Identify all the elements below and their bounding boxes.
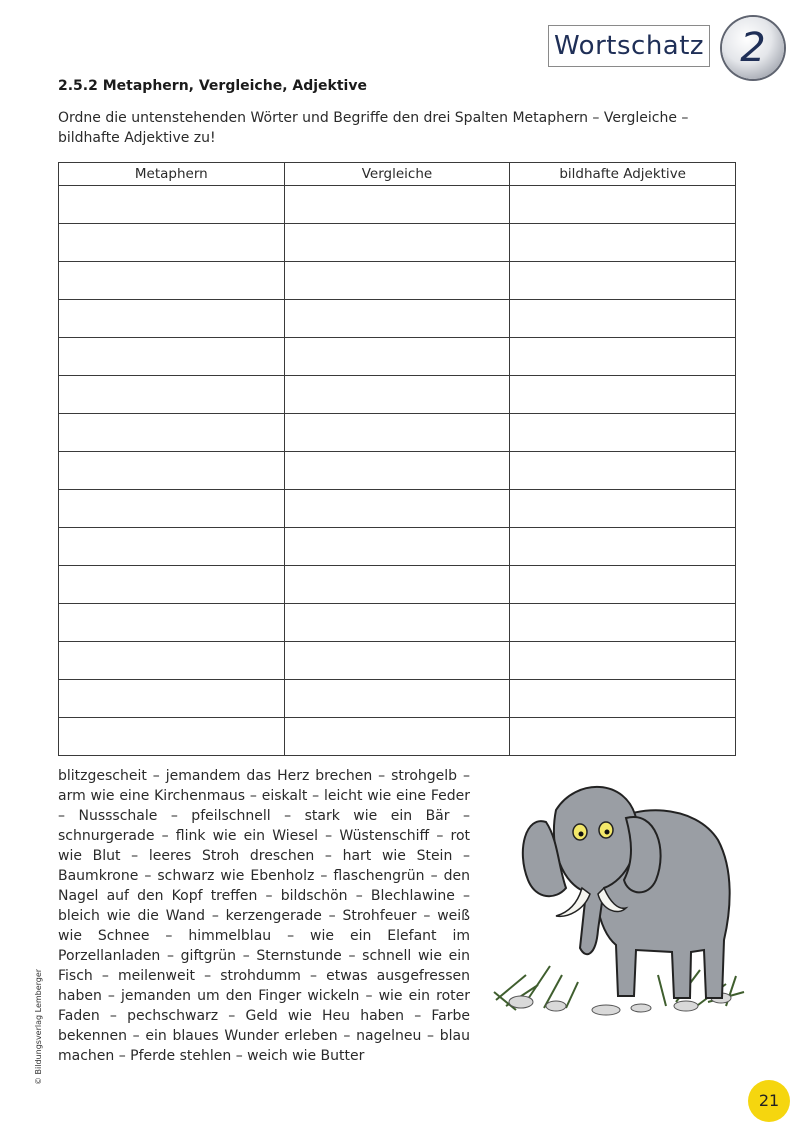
table-row — [59, 528, 736, 566]
chapter-number: 2 — [740, 25, 766, 71]
table-header-row — [59, 163, 736, 186]
answer-cell[interactable] — [284, 718, 510, 756]
answer-cell[interactable] — [510, 604, 736, 642]
answer-cell[interactable] — [510, 300, 736, 338]
answer-cell[interactable] — [59, 262, 285, 300]
answer-cell[interactable] — [510, 376, 736, 414]
answer-cell[interactable] — [510, 186, 736, 224]
column-header-vergleiche: Vergleiche — [284, 163, 510, 186]
answer-cell[interactable] — [284, 452, 510, 490]
answer-cell[interactable] — [510, 452, 736, 490]
answer-cell[interactable] — [510, 642, 736, 680]
header-title: Wortschatz — [554, 31, 705, 61]
answer-cell[interactable] — [284, 566, 510, 604]
elephant-body — [523, 787, 730, 998]
answer-cell[interactable] — [59, 490, 285, 528]
answer-cell[interactable] — [59, 528, 285, 566]
table-row — [59, 718, 736, 756]
answer-cell[interactable] — [510, 528, 736, 566]
elephant-illustration — [486, 770, 752, 1020]
answer-cell[interactable] — [284, 300, 510, 338]
table-row — [59, 566, 736, 604]
answer-cell[interactable] — [284, 262, 510, 300]
answer-cell[interactable] — [59, 414, 285, 452]
table-row — [59, 376, 736, 414]
answer-cell[interactable] — [510, 566, 736, 604]
section-title: 2.5.2 Metaphern, Vergleiche, Adjektive — [58, 78, 367, 94]
page-number: 21 — [758, 1091, 780, 1110]
answer-cell[interactable] — [284, 338, 510, 376]
instructions-text: Ordne die untenstehenden Wörter und Begriffe den drei Spalten Metaphern – Vergleiche – bildhafte Adjektive zu! — [58, 110, 689, 146]
column-header-adjektive: bildhafte Adjektive — [510, 163, 736, 186]
worksheet-table — [58, 162, 736, 756]
answer-cell[interactable] — [59, 186, 285, 224]
answer-cell[interactable] — [284, 224, 510, 262]
answer-cell[interactable] — [284, 376, 510, 414]
answer-cell[interactable] — [59, 376, 285, 414]
table-body — [59, 186, 736, 756]
table-row — [59, 186, 736, 224]
answer-cell[interactable] — [284, 186, 510, 224]
answer-cell[interactable] — [510, 338, 736, 376]
answer-cell[interactable] — [284, 528, 510, 566]
table-row — [59, 414, 736, 452]
answer-cell[interactable] — [59, 566, 285, 604]
table-row — [59, 642, 736, 680]
answer-cell[interactable] — [284, 414, 510, 452]
answer-cell[interactable] — [284, 604, 510, 642]
answer-cell[interactable] — [510, 490, 736, 528]
answer-cell[interactable] — [59, 680, 285, 718]
answer-cell[interactable] — [284, 680, 510, 718]
answer-cell[interactable] — [284, 642, 510, 680]
answer-cell[interactable] — [510, 224, 736, 262]
answer-cell[interactable] — [510, 414, 736, 452]
table-row — [59, 604, 736, 642]
answer-cell[interactable] — [510, 262, 736, 300]
table-row — [59, 680, 736, 718]
table-row — [59, 224, 736, 262]
answer-cell[interactable] — [59, 604, 285, 642]
copyright-note: © Bildungsverlag Lemberger — [34, 968, 43, 1085]
answer-cell[interactable] — [510, 718, 736, 756]
column-header-metaphern: Metaphern — [59, 163, 285, 186]
answer-cell[interactable] — [59, 338, 285, 376]
answer-cell[interactable] — [59, 452, 285, 490]
answer-cell[interactable] — [510, 680, 736, 718]
table-row — [59, 452, 736, 490]
table-row — [59, 338, 736, 376]
answer-cell[interactable] — [59, 642, 285, 680]
table-row — [59, 300, 736, 338]
answer-cell[interactable] — [59, 224, 285, 262]
answer-cell[interactable] — [59, 718, 285, 756]
answer-cell[interactable] — [284, 490, 510, 528]
table-row — [59, 262, 736, 300]
answer-cell[interactable] — [59, 300, 285, 338]
word-list: blitzgescheit – jemandem das Herz brechen – strohgelb – arm wie eine Kirchenmaus – eiskalt – leicht wie eine Feder – Nussschale – pfeilschnell – stark wie ein Bär – schnurgerade – flink wie ein Wiesel – Wüstenschiff – rot wie Blut – leeres Stroh dreschen – hart wie Stein – Baumkrone – schwarz wie Ebenholz – flaschengrün – den Nagel auf den Kopf treffen – bildschön – Blechlawine – bleich wie die Wand – kerzengerade – Strohfeuer – weiß wie Schnee – himmelblau – wie ein Elefant im Porzellanladen – giftgrün – Sternstunde – schnell wie ein Fisch – meilenweit – strohdumm – etwas ausgefressen haben – jemanden um den Finger wickeln – wie ein roter Faden – pechschwarz – Geld wie Heu haben – Farbe bekennen – ein blaues Wunder erleben – nagelneu – blau machen – Pferde stehlen – weich wie Butter — [58, 768, 470, 1064]
table-row — [59, 490, 736, 528]
